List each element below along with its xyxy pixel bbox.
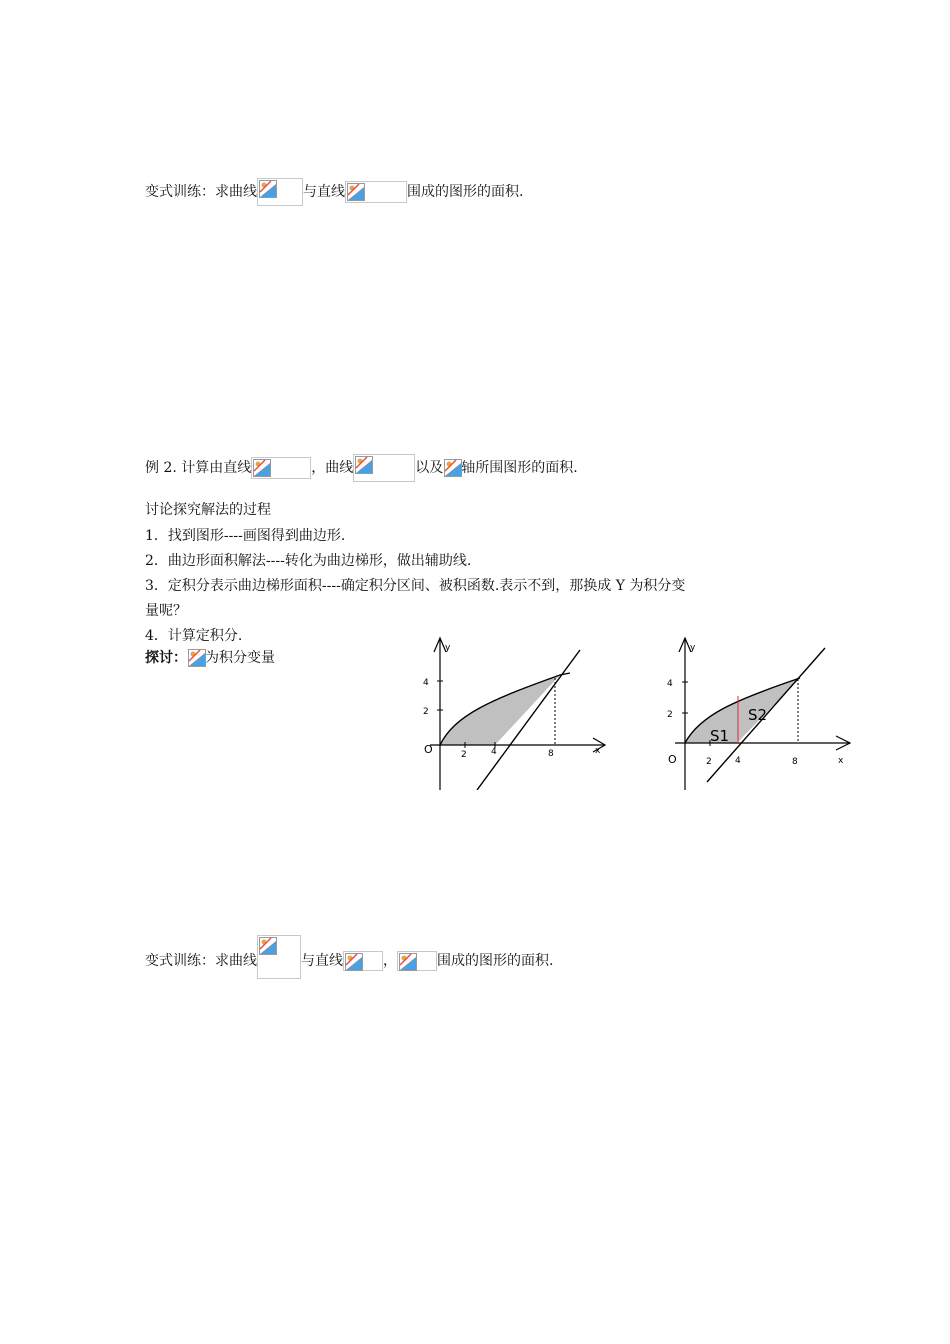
variant2-text-2: 与直线	[301, 953, 343, 969]
broken-image-icon	[345, 953, 363, 971]
y-tick-label: 4	[667, 679, 673, 689]
broken-image-icon	[399, 953, 417, 971]
region-s1-label: S1	[710, 727, 730, 745]
variant2-text-4: 围成的图形的面积.	[437, 953, 554, 969]
broken-image-icon	[347, 183, 365, 201]
explore-line	[145, 648, 275, 668]
y-tick-label: 2	[423, 707, 429, 717]
region-s2-label: S2	[748, 706, 768, 724]
x-tick-label: 2	[706, 757, 712, 767]
formula-image-placeholder	[187, 648, 205, 668]
discussion-step-4: 4．计算定积分.	[145, 628, 243, 644]
broken-image-icon	[188, 649, 206, 667]
example2-text-1: 例 2. 计算由直线	[145, 460, 252, 476]
example2-text-3: 以及	[415, 460, 444, 476]
y-axis-label: y	[690, 643, 696, 653]
variant-training-2	[145, 935, 553, 979]
x-tick-label: 8	[792, 757, 798, 767]
variant2-text-3: ，	[383, 953, 397, 969]
formula-image-placeholder	[257, 178, 303, 206]
broken-image-icon	[444, 459, 462, 477]
figure-right	[660, 630, 855, 790]
y-axis-label: y	[445, 643, 451, 653]
origin-label: O	[668, 753, 677, 766]
discussion-title: 讨论探究解法的过程	[145, 502, 271, 518]
x-tick-label: 8	[548, 749, 554, 759]
example-2	[145, 454, 578, 482]
formula-image-placeholder	[353, 454, 415, 482]
formula-image-placeholder	[343, 951, 383, 971]
variant1-text-2: 与直线	[303, 184, 345, 200]
y-tick-label: 4	[423, 678, 429, 688]
variant1-text-3: 围成的图形的面积.	[407, 184, 524, 200]
figure-left	[415, 630, 615, 790]
shaded-region	[440, 675, 560, 745]
formula-image-placeholder	[345, 181, 407, 203]
x-tick-label: 4	[491, 747, 497, 757]
y-tick-label: 2	[667, 710, 673, 720]
x-tick-label: 2	[461, 750, 467, 760]
formula-image-placeholder	[251, 457, 311, 479]
example2-text-4: 轴所围图形的面积.	[461, 460, 578, 476]
discussion-step-1: 1．找到图形----画图得到曲边形.	[145, 528, 346, 544]
explore-text: 为积分变量	[205, 650, 275, 666]
explore-label: 探讨：	[145, 650, 187, 666]
discussion-step-2: 2．曲边形面积解法----转化为曲边梯形，做出辅助线.	[145, 553, 472, 569]
shaded-region	[685, 678, 800, 743]
variant2-text-1: 变式训练：求曲线	[145, 953, 257, 969]
discussion-step-3: 3．定积分表示曲边梯形面积----确定积分区间、被积函数.表示不到，那换成 Y 为积分变	[145, 578, 686, 594]
formula-image-placeholder	[257, 935, 301, 979]
broken-image-icon	[253, 459, 271, 477]
x-axis-label: x	[838, 756, 844, 766]
formula-image-placeholder	[397, 951, 437, 971]
x-axis-label: x	[595, 746, 601, 756]
x-tick-label: 4	[735, 756, 741, 766]
variant-training-1	[145, 178, 523, 206]
broken-image-icon	[259, 180, 277, 198]
example2-text-2: ，曲线	[311, 460, 354, 476]
variant1-text-1: 变式训练：求曲线	[145, 184, 257, 200]
formula-image-placeholder	[443, 458, 461, 478]
broken-image-icon	[259, 937, 277, 955]
discussion-step-3-cont: 量呢？	[145, 603, 187, 619]
origin-label: O	[424, 743, 433, 756]
broken-image-icon	[355, 456, 373, 474]
